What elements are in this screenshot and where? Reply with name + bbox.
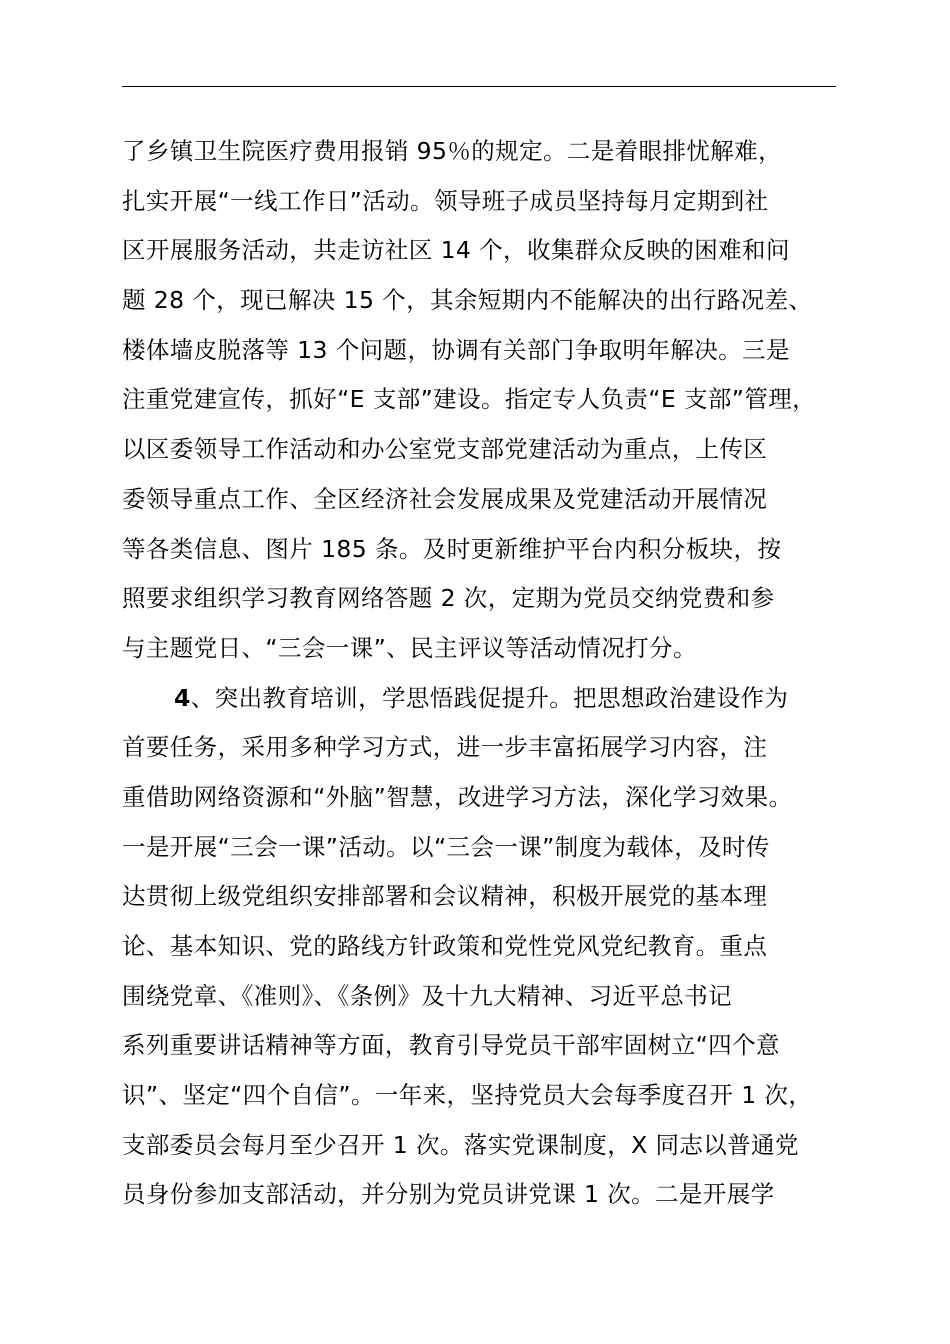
text-line: 区开展服务活动，共走访社区 14 个，收集群众反映的困难和问 bbox=[122, 236, 790, 265]
document-body bbox=[122, 127, 862, 1220]
text-line: 围绕党章、《准则》、《条例》及十九大精神、习近平总书记 bbox=[122, 981, 733, 1010]
section-4-first-line: 、突出教育培训，学思悟践促提升。把思想政治建设作为 bbox=[190, 683, 789, 712]
text-line: 照要求组织学习教育网络答题 2 次，定期为党员交纳党费和参 bbox=[122, 584, 775, 613]
text-line: 支部委员会每月至少召开 1 次。落实党课制度，X 同志以普通党 bbox=[122, 1130, 799, 1159]
text-line: 了乡镇卫生院医疗费用报销 95％的规定。二是着眼排忧解难， bbox=[122, 137, 782, 165]
text-line: 识”、坚定“四个自信”。一年来，坚持党员大会每季度召开 1 次， bbox=[122, 1081, 813, 1110]
text-line: 论、基本知识、党的路线方针政策和党性党风党纪教育。重点 bbox=[122, 932, 768, 960]
text-line: 首要任务，采用多种学习方式，进一步丰富拓展学习内容，注 bbox=[122, 733, 768, 762]
text-line: 注重党建宣传，抓好“E 支部”建设。指定专人负责“E 支部”管理， bbox=[122, 385, 817, 414]
section-number: 4 bbox=[174, 683, 191, 712]
text-line: 以区委领导工作活动和办公室党支部党建活动为重点，上传区 bbox=[122, 435, 768, 464]
text-line: 一是开展“三会一课”活动。以“三会一课”制度为载体，及时传 bbox=[122, 832, 770, 861]
text-line: 题 28 个，现已解决 15 个，其余短期内不能解决的出行路况差、 bbox=[122, 286, 813, 315]
text-line: 员身份参加支部活动，并分别为党员讲党课 1 次。二是开展学 bbox=[122, 1180, 775, 1209]
text-line: 与主题党日、“三会一课”、民主评议等活动情况打分。 bbox=[122, 633, 697, 662]
text-line: 等各类信息、图片 185 条。及时更新维护平台内积分板块，按 bbox=[122, 534, 782, 563]
text-line: 委领导重点工作、全区经济社会发展成果及党建活动开展情况 bbox=[122, 484, 768, 513]
text-line: 系列重要讲话精神等方面，教育引导党员干部牢固树立“四个意 bbox=[122, 1031, 780, 1060]
text-line: 扎实开展“一线工作日”活动。领导班子成员坚持每月定期到社 bbox=[122, 186, 769, 215]
text-line: 楼体墙皮脱落等 13 个问题，协调有关部门争取明年解决。三是 bbox=[122, 335, 790, 364]
header-rule bbox=[122, 86, 836, 87]
text-line: 重借助网络资源和“外脑”智慧，改进学习方法，深化学习效果。 bbox=[122, 782, 793, 811]
section-4-heading-line bbox=[122, 674, 862, 724]
text-line: 达贯彻上级党组织安排部署和会议精神，积极开展党的基本理 bbox=[122, 882, 768, 911]
